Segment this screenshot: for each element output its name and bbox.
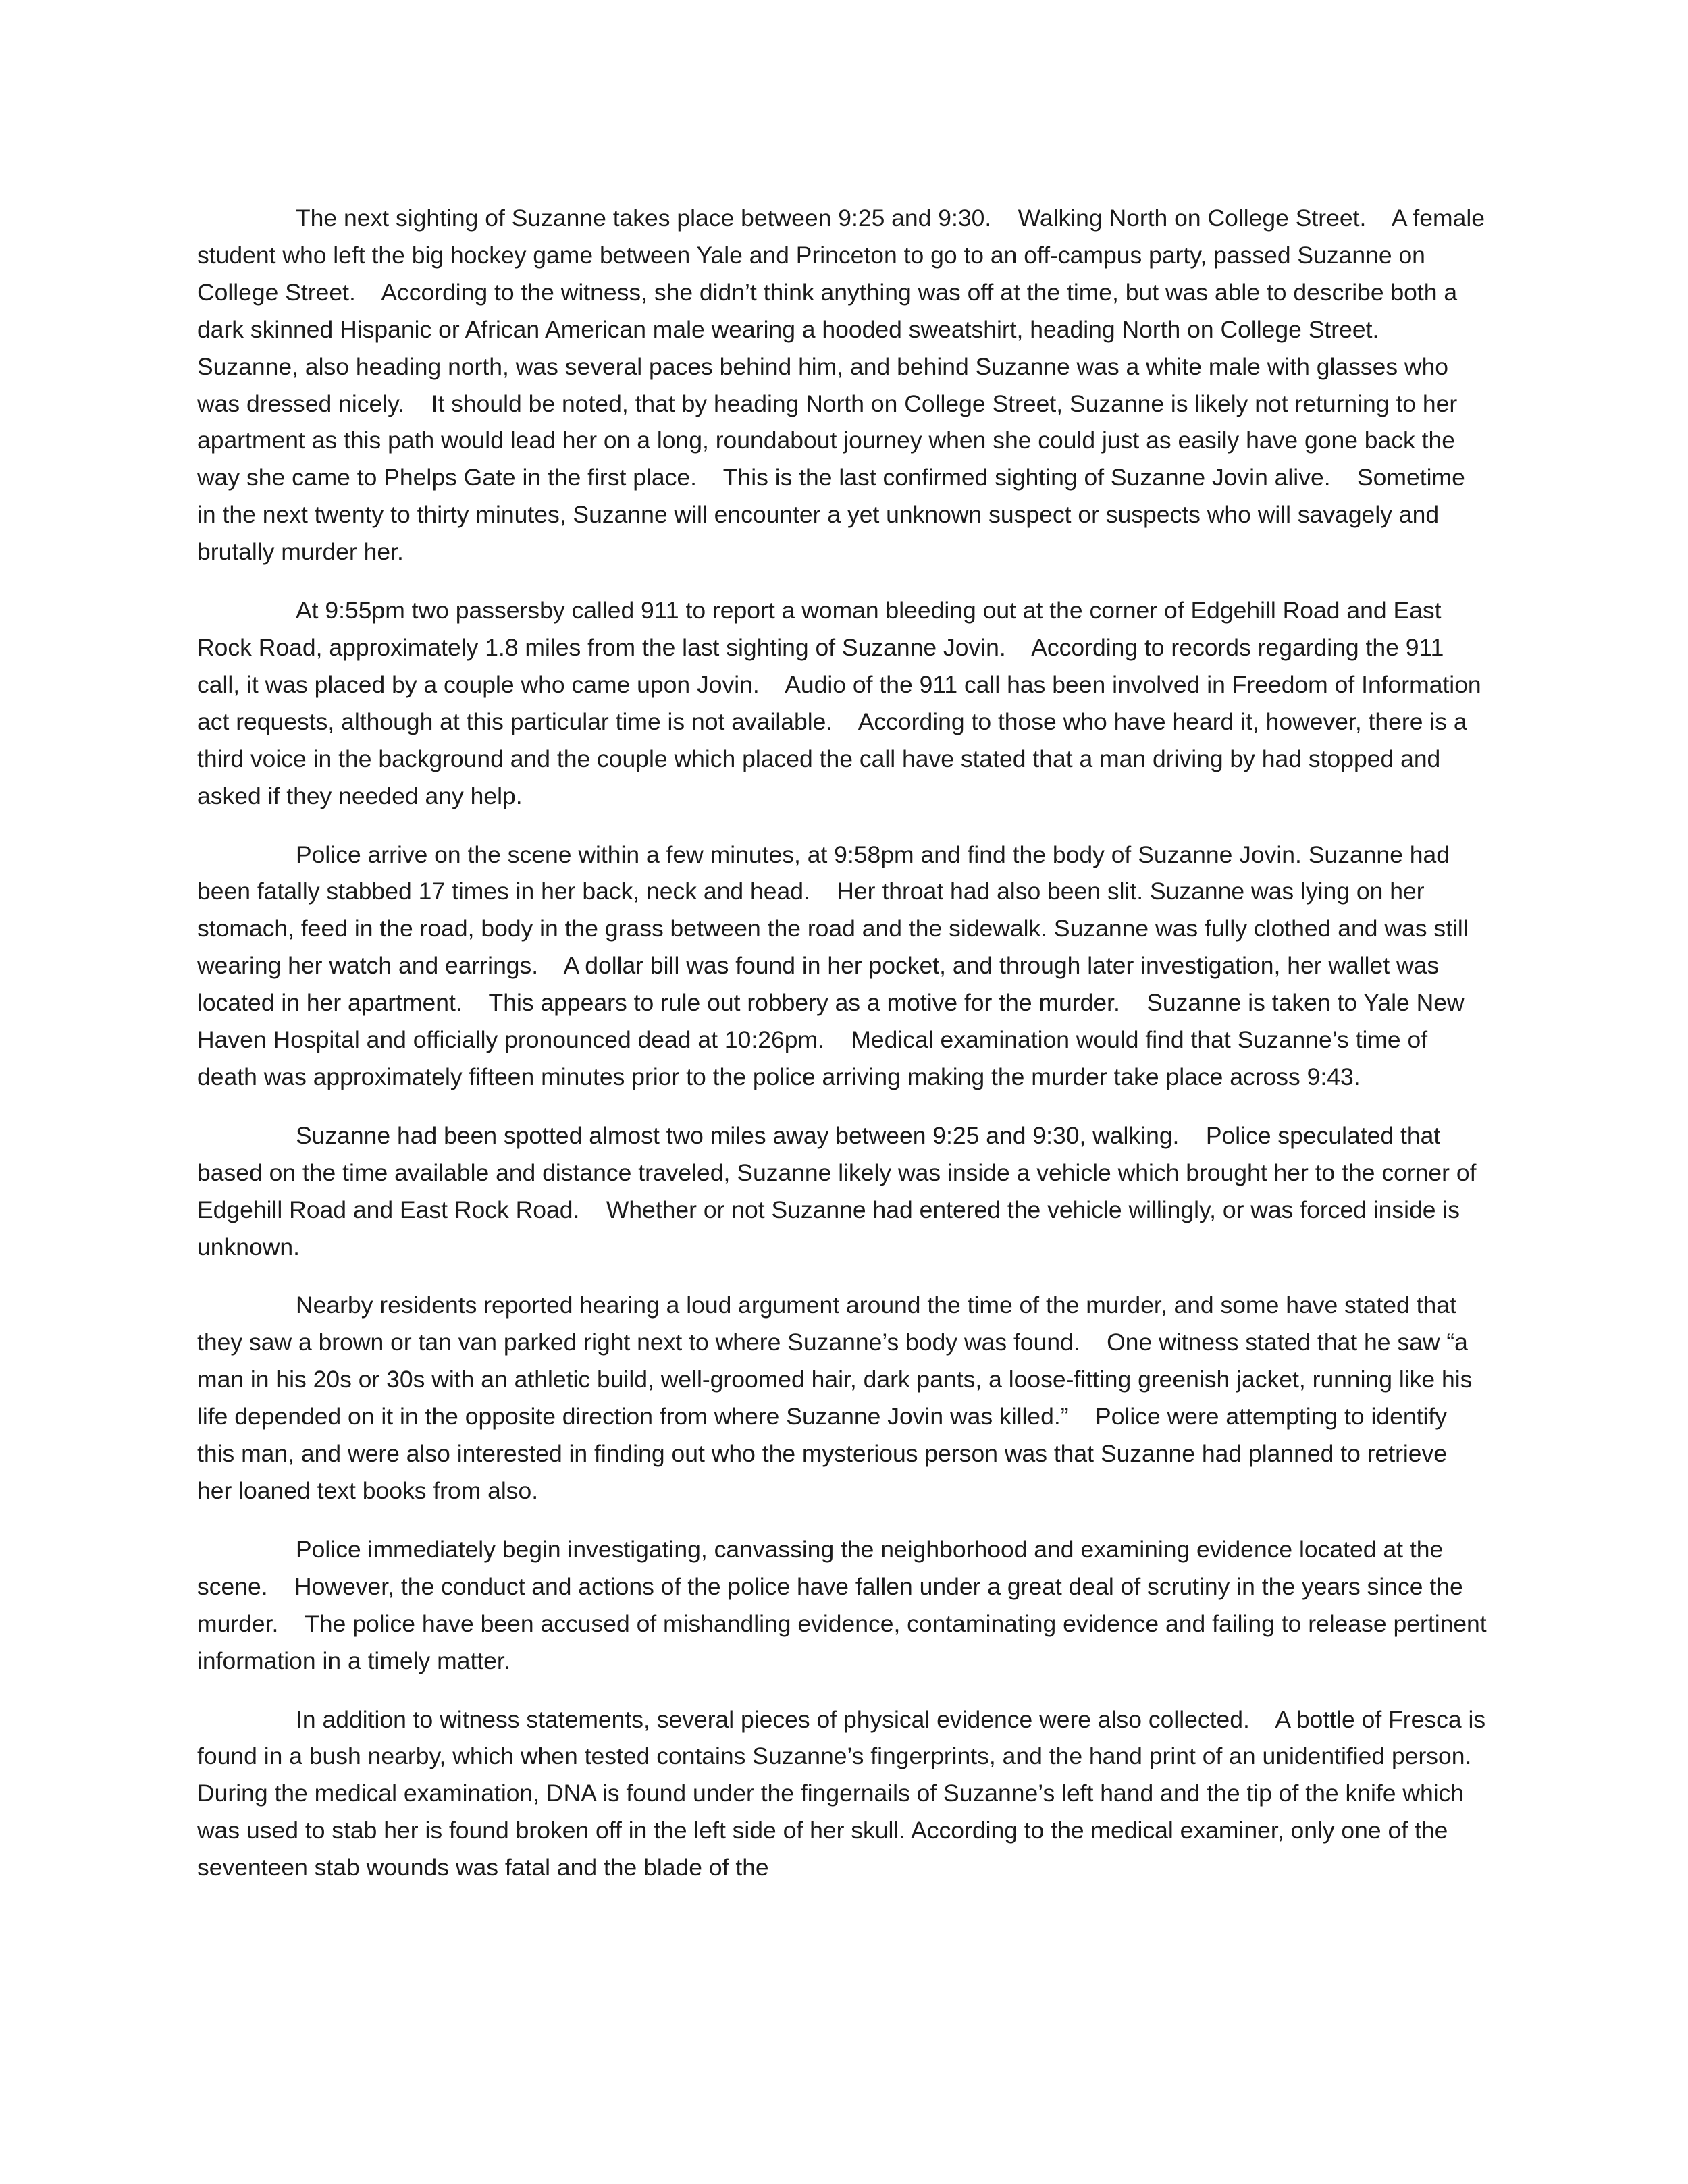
paragraph-last-sighting: The next sighting of Suzanne takes place between 9:25 and 9:30. Walking North on College Street. A female student who left the big hockey game between Yale and Princeton to go to an off-campus party, passed Suzanne on College Street. According to the witness, she didn’t think anything was off at the time, but was able to describe both a dark skinned Hispanic or African American male wearing a hooded sweatshirt, heading North on College Street. Suzanne, also heading north, was several paces behind him, and behind Suzanne was a white male with glasses who was dressed nicely. It should be noted, that by heading North on College Street, Suzanne is likely not returning to her apartment as this path would lead her on a long, roundabout journey when she could just as easily have gone back the way she came to Phelps Gate in the first place. This is the last confirmed sighting of Suzanne Jovin alive. Sometime in the next twenty to thirty minutes, Suzanne will encounter a yet unknown suspect or suspects who will savagely and brutally murder her. [197, 205, 1492, 566]
paragraph-police-investigation: Police immediately begin investigating, canvassing the neighborhood and examining evidence located at the scene. However, the conduct and actions of the police have fallen under a great deal of scrutiny in the years since the murder. The police have been accused of mishandling evidence, contaminating evidence and failing to release pertinent information in a timely matter. [197, 1535, 1494, 1674]
paragraph-physical-evidence: In addition to witness statements, several pieces of physical evidence were also collected. A bottle of Fresca is found in a bush nearby, which when tested contains Suzanne’s fingerprints, and the hand print of an unidentified person. During the medical examination, DNA is found under the fingernails of Suzanne’s left hand and the tip of the knife which was used to stab her is found broken off in the left side of her skull. According to the medical examiner, only one of the seventeen stab wounds was fatal and the blade of the [197, 1705, 1498, 1882]
paragraph-nearby-residents: Nearby residents reported hearing a loud argument around the time of the murder, and some have stated that they saw a brown or tan van parked right next to where Suzanne’s body was found. One witness stated that he saw “a man in his 20s or 30s with an athletic build, well-groomed hair, dark pants, a loose-fitting greenish jacket, running like his life depended on it in the opposite direction from where Suzanne Jovin was killed.” Police were attempting to identify this man, and were also interested in finding out who the mysterious person was that Suzanne had planned to retrieve her loaned text books from also. [197, 1291, 1479, 1504]
paragraph-police-arrival: Police arrive on the scene within a few minutes, at 9:58pm and find the body of Suzanne Jovin. Suzanne had been fatally stabbed 17 times in her back, neck and head. Her throat had also been slit. Suzanne was lying on her stomach, feed in the road, body in the grass between the road and the sidewalk. Suzanne was fully clothed and was still wearing her watch and earrings. A dollar bill was found in her pocket, and through later investigation, her wallet was located in her apartment. This appears to rule out robbery as a motive for the murder. Suzanne is taken to Yale New Haven Hospital and officially pronounced dead at 10:26pm. Medical examination would find that Suzanne’s time of death was approximately fifteen minutes prior to the police arriving making the murder take place across 9:43. [197, 841, 1475, 1090]
paragraph-vehicle-speculation: Suzanne had been spotted almost two miles away between 9:25 and 9:30, walking. Police speculated that based on the time available and distance traveled, Suzanne likely was inside a vehicle which brought her to the corner of Edgehill Road and East Rock Road. Whether or not Suzanne had entered the vehicle willingly, or was forced inside is unknown. [197, 1121, 1483, 1260]
paragraph-911-call: At 9:55pm two passersby called 911 to report a woman bleeding out at the corner of Edgehill Road and East Rock Road, approximately 1.8 miles from the last sighting of Suzanne Jovin. According to records regarding the 911 call, it was placed by a couple who came upon Jovin. Audio of the 911 call has been involved in Freedom of Information act requests, although at this particular time is not available. According to those who have heard it, however, there is a third voice in the background and the couple which placed the call have stated that a man driving by had stopped and asked if they needed any help. [197, 597, 1488, 809]
document-body [197, 200, 1498, 1908]
